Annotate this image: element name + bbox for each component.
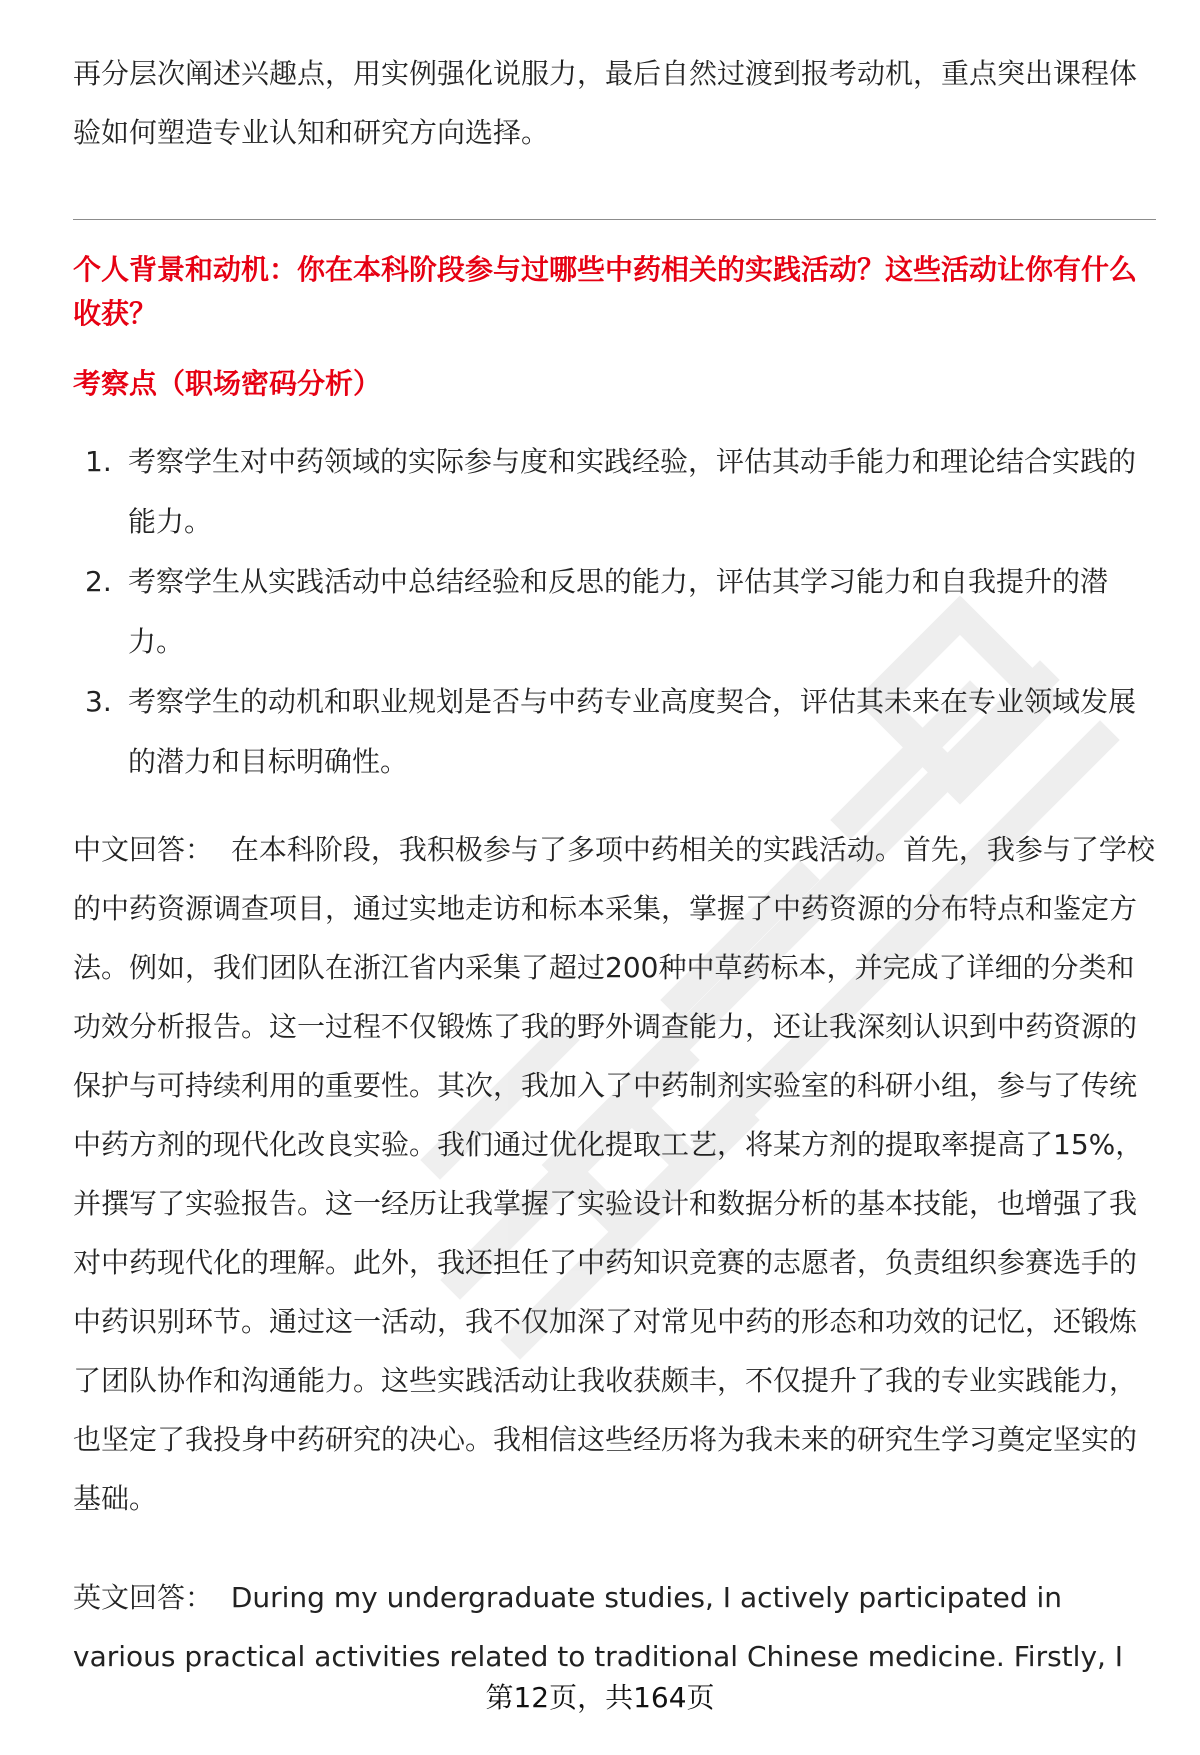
english-answer	[73, 1568, 1158, 1686]
english-answer-label: 英文回答：	[73, 1581, 214, 1614]
chinese-answer	[73, 820, 1158, 1528]
assessment-heading: 考察点（职场密码分析）	[73, 367, 382, 400]
assessment-item-text: 考察学生对中药领域的实际参与度和实践经验，评估其动手能力和理论结合实践的能力。	[128, 445, 1137, 538]
intro-paragraph: 再分层次阐述兴趣点，用实例强化说服力，最后自然过渡到报考动机，重点突出课程体验如何塑造专业认知和研究方向选择。	[73, 57, 1138, 149]
chinese-answer-text: 在本科阶段，我积极参与了多项中药相关的实践活动。首先，我参与了学校的中药资源调查项目，通过实地走访和标本采集，掌握了中药资源的分布特点和鉴定方法。例如，我们团队在浙江省内采集了超过200种中草药标本，并完成了详细的分类和功效分析报告。这一过程不仅锻炼了我的野外调查能力，还让我深刻认识到中药资源的保护与可持续利用的重要性。其次，我加入了中药制剂实验室的科研小组，参与了传统中药方剂的现代化改良实验。我们通过优化提取工艺，将某方剂的提取率提高了15%，并撰写了实验报告。这一经历让我掌握了实验设计和数据分析的基本技能，也增强了我对中药现代化的理解。此外，我还担任了中药知识竞赛的志愿者，负责组织参赛选手的中药识别环节。通过这一活动，我不仅加深了对常见中药的形态和功效的记忆，还锻炼了团队协作和沟通能力。这些实践活动让我收获颇丰，不仅提升了我的专业实践能力，也坚定了我投身中药研究的决心。我相信这些经历将为我未来的研究生学习奠定坚实的基础。	[73, 833, 1155, 1515]
list-number: 2.	[85, 565, 112, 598]
assessment-item	[73, 432, 1158, 552]
english-answer-text: During my undergraduate studies, I actively participated in various practical activities related to traditional Chinese medicine. Firstly, I	[73, 1581, 1124, 1673]
assessment-item-text: 考察学生的动机和职业规划是否与中药专业高度契合，评估其未来在专业领域发展的潜力和目标明确性。	[128, 685, 1137, 778]
question-title: 个人背景和动机：你在本科阶段参与过哪些中药相关的实践活动？这些活动让你有什么收获？	[73, 253, 1138, 330]
assessment-item-text: 考察学生从实践活动中总结经验和反思的能力，评估其学习能力和自我提升的潜力。	[128, 565, 1109, 658]
list-number: 3.	[85, 685, 112, 718]
assessment-item	[73, 552, 1158, 672]
page-footer: 第12页，共164页	[485, 1681, 715, 1714]
assessment-item	[73, 672, 1158, 792]
section-divider	[73, 219, 1156, 220]
assessment-list	[73, 432, 1158, 792]
chinese-answer-label: 中文回答：	[73, 833, 214, 866]
list-number: 1.	[85, 445, 112, 478]
